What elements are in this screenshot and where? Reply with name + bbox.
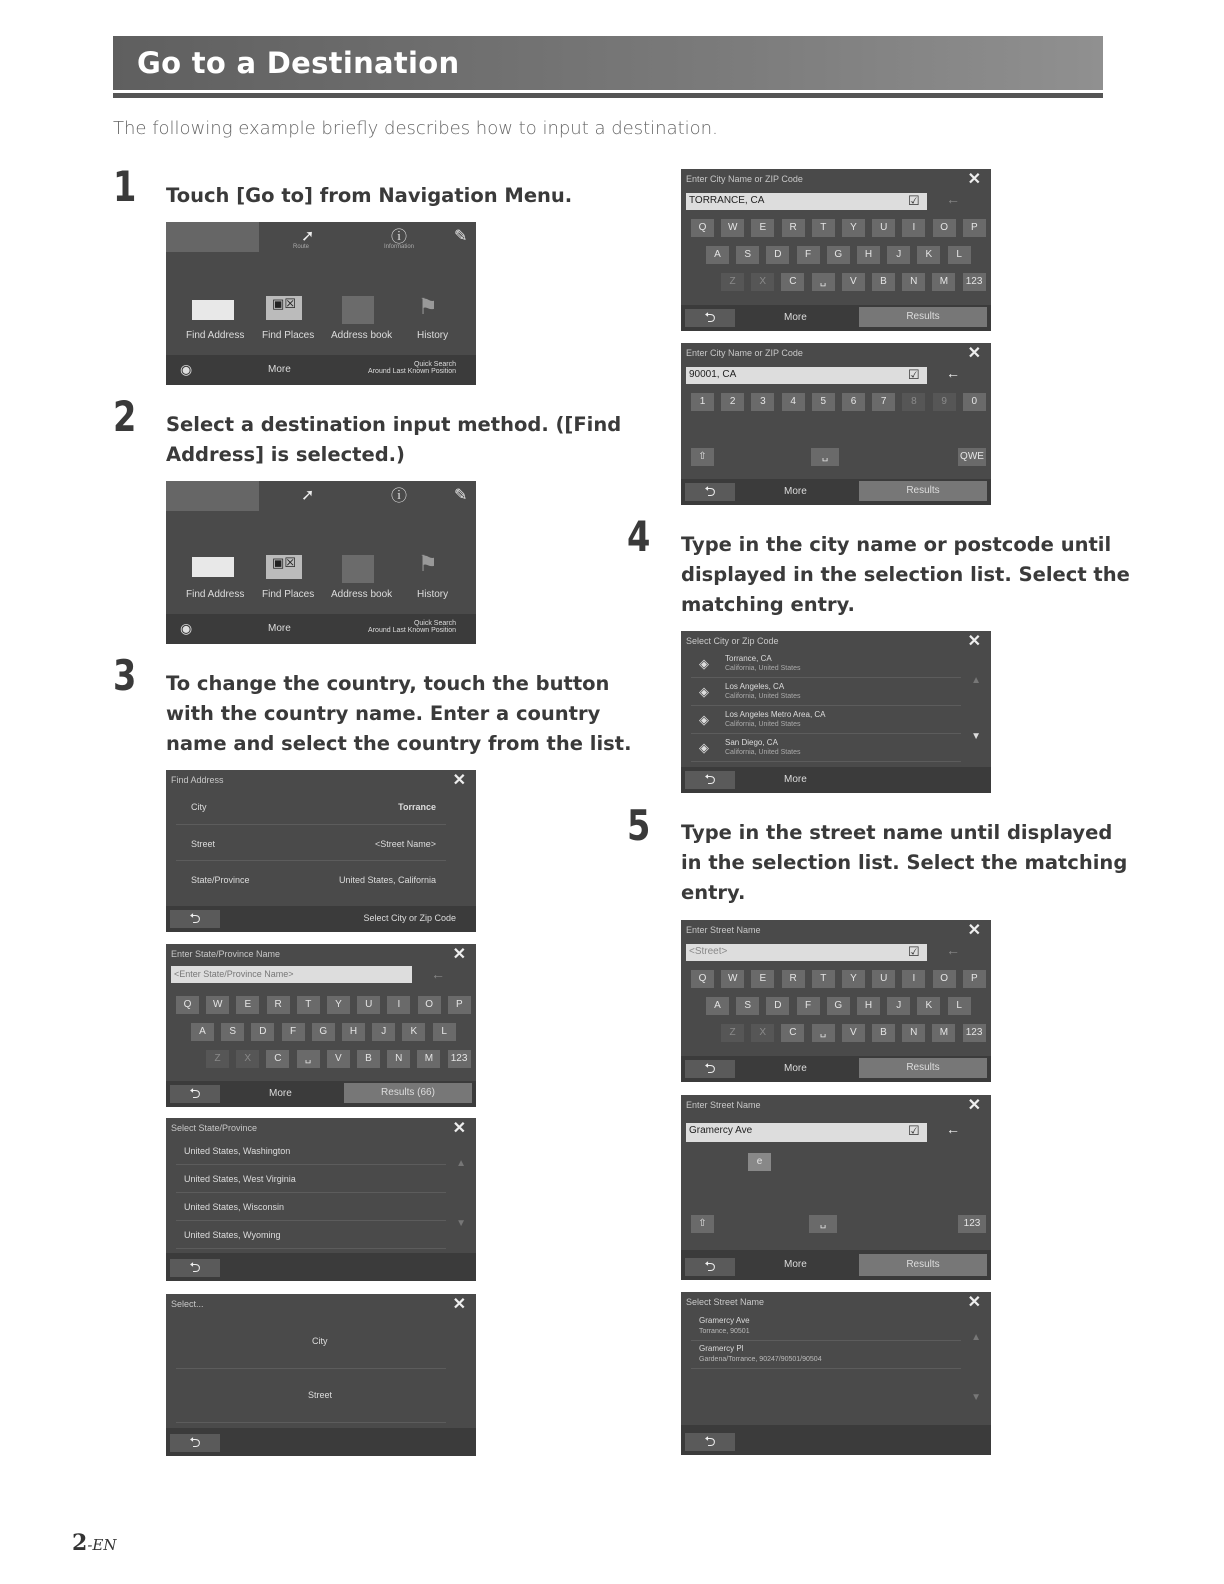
envelope-icon bbox=[192, 300, 234, 320]
back-button[interactable]: ⮌ bbox=[685, 771, 735, 789]
keyboard-key[interactable]: T bbox=[812, 970, 835, 988]
keyboard-key[interactable]: G bbox=[827, 997, 850, 1015]
close-icon[interactable]: ✕ bbox=[967, 1097, 981, 1114]
keyboard-key[interactable]: N bbox=[902, 1024, 925, 1042]
find-places-button[interactable]: Find Places bbox=[262, 330, 315, 341]
results-button[interactable]: Results (66) bbox=[344, 1083, 472, 1103]
street-option[interactable]: Street bbox=[176, 1372, 446, 1423]
confirm-icon[interactable]: ☑ bbox=[908, 1123, 920, 1138]
scroll-up-icon[interactable]: ▲ bbox=[971, 675, 981, 686]
more-button[interactable]: More bbox=[784, 312, 807, 323]
keyboard-key[interactable]: V bbox=[842, 1024, 865, 1042]
keyboard-key[interactable]: P bbox=[963, 219, 986, 237]
keyboard-key[interactable]: Y bbox=[842, 970, 865, 988]
keyboard-key[interactable]: D bbox=[766, 997, 789, 1015]
keyboard-key[interactable]: D bbox=[766, 246, 789, 264]
keyboard-key[interactable]: H bbox=[857, 997, 880, 1015]
back-button[interactable]: ⮌ bbox=[685, 309, 735, 327]
scroll-down-icon[interactable]: ▼ bbox=[456, 1218, 466, 1229]
keyboard-key[interactable]: S bbox=[221, 1023, 244, 1041]
results-button[interactable]: Results bbox=[859, 481, 987, 501]
keyboard-key[interactable]: S bbox=[736, 997, 759, 1015]
select-type-screen: Select... ✕ City Street ⮌ bbox=[166, 1294, 476, 1456]
list-item[interactable]: ◈ Torrance, CA California, United States bbox=[691, 651, 961, 678]
step-text: To change the country, touch the button with the country name. Enter a country name and select the country from the list. bbox=[166, 672, 632, 755]
state-keyboard-screen: Enter State/Province Name ✕ <Enter State/Province Name> ← Q W E R T Y U I O P A S D F G H J K L Z X C ␣ V B N M 123 ⮌ More Results (66) bbox=[166, 944, 476, 1107]
back-button[interactable]: ⮌ bbox=[685, 1060, 735, 1078]
keyboard-key[interactable]: K bbox=[917, 246, 940, 264]
keyboard-key[interactable]: U bbox=[872, 219, 895, 237]
list-item[interactable]: Gramercy Pl Gardena/Torrance, 90247/90501/90504 bbox=[691, 1342, 961, 1369]
keyboard-key[interactable]: G bbox=[312, 1023, 335, 1041]
more-button[interactable]: More bbox=[784, 1259, 807, 1270]
zip-keyboard-screen: Enter City Name or ZIP Code ✕ 90001, CA ☑ ← 1 2 3 4 5 6 7 8 9 0 ⇧ ␣ QWE ⮌ More Results bbox=[681, 343, 991, 505]
list-item[interactable]: United States, Washington bbox=[176, 1140, 446, 1165]
list-item[interactable]: United States, Wyoming bbox=[176, 1224, 446, 1249]
list-item[interactable]: ◈ San Diego, CA California, United States bbox=[691, 735, 961, 762]
keyboard-key[interactable]: J bbox=[372, 1023, 395, 1041]
settings-icon: ✎ bbox=[454, 487, 468, 504]
back-button[interactable]: ⮌ bbox=[685, 1258, 735, 1276]
more-button[interactable]: More bbox=[269, 1088, 292, 1099]
digit-key[interactable]: 8 bbox=[902, 393, 925, 411]
keyboard-key[interactable]: Q bbox=[691, 970, 714, 988]
digit-key[interactable]: 9 bbox=[933, 393, 956, 411]
more-button[interactable]: More bbox=[268, 364, 291, 375]
close-icon[interactable]: ✕ bbox=[967, 1294, 981, 1311]
keyboard-key[interactable]: I bbox=[387, 996, 410, 1014]
keyboard-key[interactable]: B bbox=[872, 1024, 895, 1042]
key-e[interactable]: e bbox=[748, 1153, 771, 1171]
keyboard-key[interactable]: H bbox=[857, 246, 880, 264]
header-rule bbox=[113, 93, 1103, 98]
keyboard-key[interactable]: R bbox=[267, 996, 290, 1014]
step-number: 2 bbox=[113, 392, 137, 441]
list-item[interactable]: United States, West Virginia bbox=[176, 1168, 446, 1193]
find-places-icon: ▣☒ bbox=[266, 296, 302, 320]
back-button[interactable]: ⮌ bbox=[685, 1433, 735, 1451]
numeric-key[interactable]: 123 bbox=[958, 1215, 986, 1233]
keyboard-key[interactable]: B bbox=[357, 1050, 380, 1068]
nav-menu-screen-selected bbox=[166, 481, 476, 644]
keyboard-key[interactable]: 123 bbox=[963, 273, 986, 291]
book-icon bbox=[342, 296, 374, 324]
keyboard-key[interactable]: 123 bbox=[963, 1024, 986, 1042]
digit-key[interactable]: 4 bbox=[782, 393, 805, 411]
shift-key[interactable]: ⇧ bbox=[691, 1215, 714, 1233]
keyboard-key[interactable]: V bbox=[842, 273, 865, 291]
digit-key[interactable]: 7 bbox=[872, 393, 895, 411]
keyboard-key[interactable]: M bbox=[932, 273, 955, 291]
envelope-icon bbox=[192, 557, 234, 577]
keyboard-key[interactable]: I bbox=[902, 970, 925, 988]
city-input[interactable]: TORRANCE, CA bbox=[686, 193, 927, 210]
page-title: Go to a Destination bbox=[137, 46, 460, 80]
keyboard-key[interactable]: C bbox=[266, 1050, 289, 1068]
compass-icon[interactable]: ◉ bbox=[180, 361, 193, 377]
keyboard-key[interactable]: K bbox=[402, 1023, 425, 1041]
keyboard-key[interactable]: A bbox=[191, 1023, 214, 1041]
history-button[interactable]: History bbox=[417, 589, 449, 600]
close-icon[interactable]: ✕ bbox=[967, 633, 981, 650]
space-key[interactable]: ␣ bbox=[811, 448, 839, 466]
state-input[interactable]: <Enter State/Province Name> bbox=[171, 966, 412, 983]
keyboard-key[interactable]: M bbox=[932, 1024, 955, 1042]
find-places-icon: ▣☒ bbox=[266, 555, 302, 579]
back-button[interactable]: ⮌ bbox=[170, 1259, 220, 1277]
keyboard-key[interactable]: F bbox=[282, 1023, 305, 1041]
scroll-up-icon[interactable]: ▲ bbox=[456, 1158, 466, 1169]
keyboard-key[interactable]: Q bbox=[691, 219, 714, 237]
nav-menu-screen: ➚ Route ⓘ Information ✎ ▣☒ ⚑ Find Address Find Places Address book History ◉ More Quick Search Around Last Known Position bbox=[166, 222, 476, 385]
zip-input[interactable]: 90001, CA bbox=[686, 367, 927, 384]
city-icon: ◈ bbox=[699, 684, 709, 699]
street-input[interactable]: <Street> bbox=[686, 944, 927, 961]
keyboard-key[interactable]: E bbox=[751, 219, 774, 237]
find-address-screen: Find Address ✕ City Torrance Street <Street Name> State/Province United States, California ⮌ Select City or Zip Code bbox=[166, 770, 476, 932]
close-icon[interactable]: ✕ bbox=[452, 772, 466, 789]
keyboard-key[interactable]: W bbox=[721, 219, 744, 237]
keyboard-key[interactable]: N bbox=[902, 273, 925, 291]
page-number: 2-EN bbox=[72, 1530, 117, 1556]
city-icon: ◈ bbox=[699, 656, 709, 671]
scroll-up-icon[interactable]: ▲ bbox=[971, 1332, 981, 1343]
keyboard-key[interactable]: T bbox=[297, 996, 320, 1014]
backspace-icon[interactable]: ← bbox=[946, 191, 960, 207]
city-option[interactable]: City bbox=[176, 1318, 446, 1369]
keyboard-key[interactable]: 123 bbox=[448, 1050, 471, 1068]
keyboard-key[interactable]: Y bbox=[842, 219, 865, 237]
city-icon: ◈ bbox=[699, 740, 709, 755]
keyboard-key[interactable]: W bbox=[206, 996, 229, 1014]
quick-search-button[interactable]: Quick Search Around Last Known Position bbox=[368, 361, 456, 375]
keyboard-key[interactable]: T bbox=[812, 219, 835, 237]
step-number: 1 bbox=[113, 162, 137, 211]
city-keyboard-screen: Enter City Name or ZIP Code ✕ TORRANCE, CA ☑ ← Q W E R T Y U I O P A S D F G H J K L Z X C ␣ V B N M 123 ⮌ More Results bbox=[681, 169, 991, 331]
keyboard-key[interactable]: ␣ bbox=[812, 273, 835, 291]
list-item[interactable]: ◈ Los Angeles, CA California, United States bbox=[691, 679, 961, 706]
keyboard-key[interactable]: O bbox=[418, 996, 441, 1014]
digit-key[interactable]: 5 bbox=[812, 393, 835, 411]
more-button[interactable]: More bbox=[268, 623, 291, 634]
keyboard-key[interactable]: W bbox=[721, 970, 744, 988]
keyboard-key[interactable]: U bbox=[872, 970, 895, 988]
history-button[interactable]: History bbox=[417, 330, 449, 341]
keyboard-key[interactable]: R bbox=[782, 219, 805, 237]
keyboard-key[interactable]: X bbox=[751, 1024, 774, 1042]
close-icon[interactable]: ✕ bbox=[452, 1120, 466, 1137]
digit-key[interactable]: 0 bbox=[963, 393, 986, 411]
close-icon[interactable]: ✕ bbox=[452, 1296, 466, 1313]
close-icon[interactable]: ✕ bbox=[967, 171, 981, 188]
list-item[interactable]: Gramercy Ave Torrance, 90501 bbox=[691, 1314, 961, 1341]
back-button[interactable]: ⮌ bbox=[170, 1434, 220, 1452]
space-key[interactable]: ␣ bbox=[809, 1215, 837, 1233]
address-book-button[interactable]: Address book bbox=[331, 589, 393, 600]
keyboard-key[interactable]: O bbox=[933, 970, 956, 988]
more-button[interactable]: More bbox=[784, 774, 807, 785]
find-address-button[interactable]: Find Address bbox=[186, 330, 245, 341]
more-button[interactable]: More bbox=[784, 486, 807, 497]
city-icon: ◈ bbox=[699, 712, 709, 727]
route-icon: ➚ bbox=[301, 487, 315, 504]
city-list-screen: Select City or Zip Code ✕ ◈ Torrance, CA California, United States ◈ Los Angeles, CA California, United States ◈ Los Angeles Metro Area, CA California, United States ◈ San Diego, CA California, United States ▲ ▼ ⮌ More bbox=[681, 631, 991, 793]
keyboard-key[interactable]: K bbox=[917, 997, 940, 1015]
keyboard-key[interactable]: I bbox=[902, 219, 925, 237]
keyboard-key[interactable]: X bbox=[236, 1050, 259, 1068]
keyboard-key[interactable]: M bbox=[417, 1050, 440, 1068]
confirm-icon[interactable]: ☑ bbox=[908, 944, 920, 959]
step-number: 4 bbox=[627, 512, 651, 561]
keyboard-key[interactable]: A bbox=[706, 246, 729, 264]
keyboard-key[interactable]: O bbox=[933, 219, 956, 237]
list-item[interactable]: ◈ Los Angeles Metro Area, CA California, United States bbox=[691, 707, 961, 734]
city-row[interactable]: City Torrance bbox=[176, 792, 446, 825]
keyboard-key[interactable]: H bbox=[342, 1023, 365, 1041]
keyboard-key[interactable]: A bbox=[706, 997, 729, 1015]
info-icon: ⓘ bbox=[391, 488, 408, 505]
keyboard-key[interactable]: F bbox=[797, 246, 820, 264]
keyboard-key[interactable]: L bbox=[433, 1023, 456, 1041]
digit-key[interactable]: 6 bbox=[842, 393, 865, 411]
find-places-button[interactable]: Find Places bbox=[262, 589, 315, 600]
confirm-icon[interactable]: ☑ bbox=[908, 367, 920, 382]
results-button[interactable]: Results bbox=[859, 1058, 987, 1078]
back-button[interactable]: ⮌ bbox=[170, 1085, 220, 1103]
step-text: Select a destination input method. ([Find Address] is selected.) bbox=[166, 413, 622, 466]
digit-key[interactable]: 3 bbox=[751, 393, 774, 411]
keyboard-key[interactable]: R bbox=[782, 970, 805, 988]
qwe-key[interactable]: QWE bbox=[958, 448, 986, 466]
keyboard-key[interactable]: Q bbox=[176, 996, 199, 1014]
state-list-screen: Select State/Province ✕ United States, Washington United States, West Virginia United States, Wisconsin United States, Wyoming ▲ ▼ ⮌ bbox=[166, 1118, 476, 1281]
book-icon bbox=[342, 555, 374, 583]
keyboard-key[interactable]: P bbox=[963, 970, 986, 988]
keyboard-key[interactable]: Z bbox=[721, 1024, 744, 1042]
step-text: Type in the city name or postcode until displayed in the selection list. Select the matching entry. bbox=[681, 533, 1130, 616]
backspace-icon[interactable]: ← bbox=[946, 365, 960, 381]
digit-key[interactable]: 1 bbox=[691, 393, 714, 411]
keyboard-key[interactable]: J bbox=[887, 997, 910, 1015]
step-number: 5 bbox=[627, 801, 651, 850]
keyboard-key[interactable]: S bbox=[736, 246, 759, 264]
keyboard-key[interactable]: G bbox=[827, 246, 850, 264]
find-address-button[interactable]: Find Address bbox=[186, 589, 245, 600]
flag-icon: ⚑ bbox=[418, 294, 438, 319]
keyboard-key[interactable]: Y bbox=[327, 996, 350, 1014]
confirm-icon[interactable]: ☑ bbox=[908, 193, 920, 208]
keyboard-key[interactable]: U bbox=[357, 996, 380, 1014]
street-row[interactable]: Street <Street Name> bbox=[176, 828, 446, 861]
back-button[interactable]: ⮌ bbox=[685, 483, 735, 501]
keyboard-key[interactable]: L bbox=[948, 246, 971, 264]
keyboard-key[interactable]: B bbox=[872, 273, 895, 291]
keyboard-key[interactable]: J bbox=[887, 246, 910, 264]
scroll-down-icon[interactable]: ▼ bbox=[971, 1392, 981, 1403]
digit-key[interactable]: 2 bbox=[721, 393, 744, 411]
keyboard-key[interactable]: D bbox=[251, 1023, 274, 1041]
scroll-down-icon[interactable]: ▼ bbox=[971, 731, 981, 742]
close-icon[interactable]: ✕ bbox=[452, 946, 466, 963]
street-input[interactable]: Gramercy Ave bbox=[686, 1123, 927, 1142]
keyboard-key[interactable]: Z bbox=[721, 273, 744, 291]
section-header bbox=[113, 36, 1103, 90]
quick-search-button[interactable]: Quick Search Around Last Known Position bbox=[368, 620, 456, 634]
keyboard-key[interactable]: P bbox=[448, 996, 471, 1014]
keyboard-key[interactable]: V bbox=[327, 1050, 350, 1068]
state-row[interactable]: State/Province United States, California bbox=[191, 875, 436, 885]
keyboard-key[interactable]: E bbox=[751, 970, 774, 988]
step-text: Touch [Go to] from Navigation Menu. bbox=[166, 184, 573, 207]
close-icon[interactable]: ✕ bbox=[967, 345, 981, 362]
intro-text: The following example briefly describes how to input a destination. bbox=[113, 118, 718, 139]
select-city-button[interactable]: Select City or Zip Code bbox=[363, 913, 456, 923]
keyboard-key[interactable]: C bbox=[781, 1024, 804, 1042]
keyboard-key[interactable]: Z bbox=[206, 1050, 229, 1068]
keyboard-key[interactable]: E bbox=[236, 996, 259, 1014]
settings-icon: ✎ bbox=[454, 228, 468, 245]
list-item[interactable]: United States, Wisconsin bbox=[176, 1196, 446, 1221]
keyboard-key[interactable]: N bbox=[387, 1050, 410, 1068]
street-keyboard-screen: Enter Street Name ✕ <Street> ☑ ← Q W E R T Y U I O P A S D F G H J K L Z X C ␣ V B N M 123 ⮌ More Results bbox=[681, 920, 991, 1082]
street-keyboard-screen-typed: Enter Street Name ✕ Gramercy Ave ☑ ← e ⇧ ␣ 123 ⮌ More Results bbox=[681, 1095, 991, 1280]
keyboard-key[interactable]: X bbox=[751, 273, 774, 291]
shift-key[interactable]: ⇧ bbox=[691, 448, 714, 466]
route-icon: ➚ bbox=[301, 228, 315, 245]
results-button[interactable]: Results bbox=[859, 307, 987, 327]
keyboard-key[interactable]: C bbox=[781, 273, 804, 291]
keyboard-key[interactable]: F bbox=[797, 997, 820, 1015]
close-icon[interactable]: ✕ bbox=[967, 922, 981, 939]
compass-icon[interactable]: ◉ bbox=[180, 620, 193, 636]
results-button[interactable]: Results bbox=[859, 1254, 987, 1276]
backspace-icon[interactable]: ← bbox=[946, 1121, 960, 1137]
more-button[interactable]: More bbox=[784, 1063, 807, 1074]
backspace-icon[interactable]: ← bbox=[946, 942, 960, 958]
backspace-icon[interactable]: ← bbox=[431, 966, 445, 982]
back-button[interactable]: ⮌ bbox=[170, 910, 220, 928]
keyboard-key[interactable]: ␣ bbox=[812, 1024, 835, 1042]
info-icon: ⓘ bbox=[391, 229, 408, 246]
keyboard-key[interactable]: L bbox=[948, 997, 971, 1015]
street-list-screen: Select Street Name ✕ Gramercy Ave Torrance, 90501 Gramercy Pl Gardena/Torrance, 90247/90501/90504 ▲ ▼ ⮌ bbox=[681, 1292, 991, 1455]
step-number: 3 bbox=[113, 651, 137, 700]
address-book-button[interactable]: Address book bbox=[331, 330, 393, 341]
flag-icon: ⚑ bbox=[418, 551, 438, 576]
keyboard-key[interactable]: ␣ bbox=[297, 1050, 320, 1068]
step-text: Type in the street name until displayed in the selection list. Select the matching entry. bbox=[681, 821, 1128, 904]
